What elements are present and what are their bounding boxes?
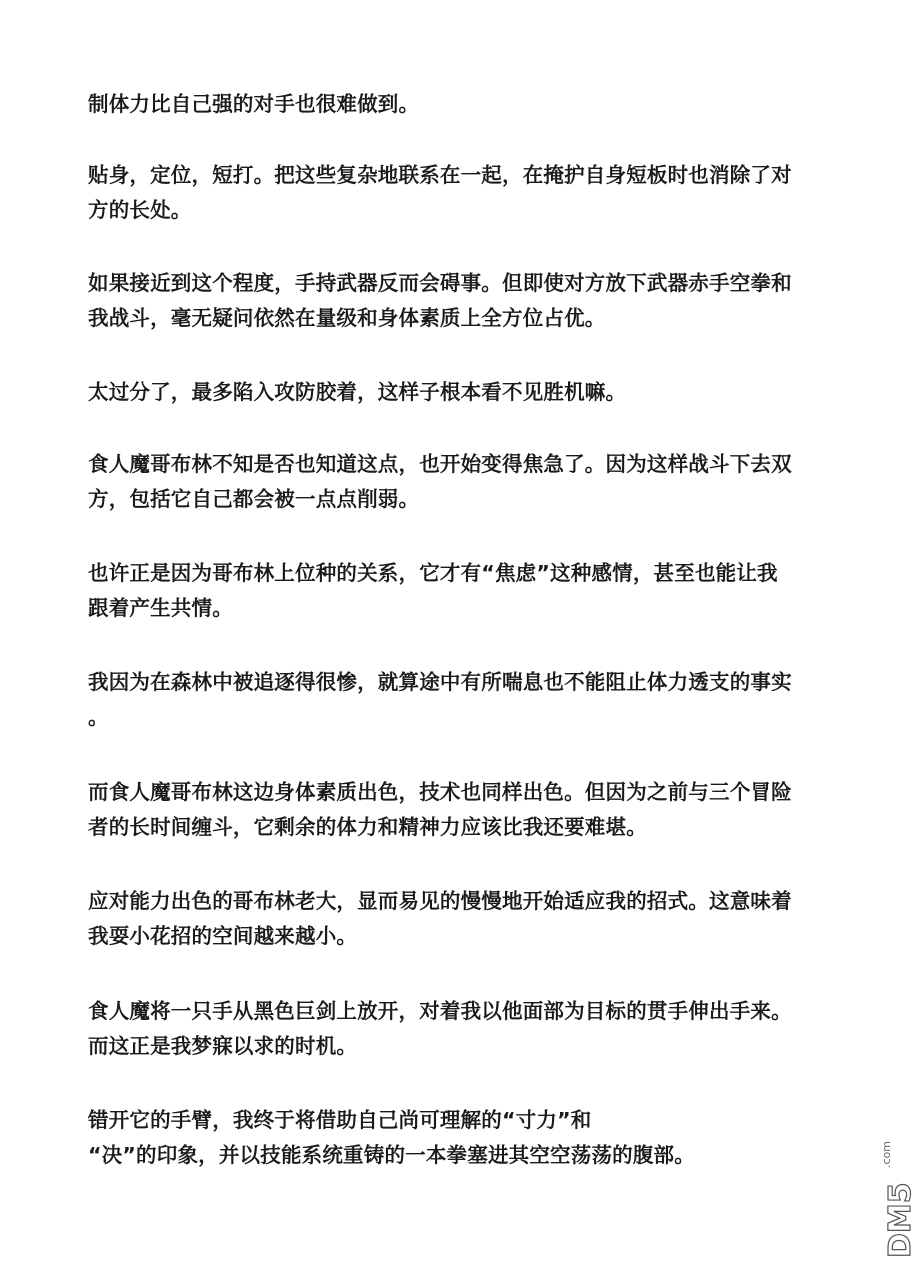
text-line: 制体力比自己强的对手也很难做到。 (88, 92, 420, 116)
text-line: 太过分了，最多陷入攻防胶着，这样子根本看不见胜机嘛。 (88, 380, 627, 404)
text-line: 方，包括它自己都会被一点点削弱。 (88, 487, 420, 511)
text-line: 也许正是因为哥布林上位种的关系，它才有“焦虑”这种感情，甚至也能让我 (88, 561, 778, 585)
paragraph-2 (88, 158, 818, 228)
dm5-watermark-logo (846, 1128, 918, 1260)
text-line: 方的长处。 (88, 198, 192, 222)
text-line: 跟着产生共情。 (88, 596, 233, 620)
text-line: 我战斗，毫无疑问依然在量级和身体素质上全方位占优。 (88, 306, 606, 330)
text-line: 。 (88, 705, 109, 729)
paragraph-1 (88, 87, 818, 122)
watermark-domain: .com (880, 1141, 893, 1168)
text-line: 应对能力出色的哥布林老大，显而易见的慢慢地开始适应我的招式。这意味着 (88, 889, 792, 913)
text-line: 食人魔将一只手从黑色巨剑上放开，对着我以他面部为目标的贯手伸出手来。 (88, 999, 792, 1023)
watermark-brand: DM5 (883, 1182, 918, 1258)
text-line: “决”的印象，并以技能系统重铸的一本拳塞进其空空荡荡的腹部。 (88, 1143, 695, 1167)
paragraph-11 (88, 1103, 818, 1173)
text-line: 而这正是我梦寐以求的时机。 (88, 1034, 358, 1058)
paragraph-3 (88, 266, 818, 336)
text-line: 贴身，定位，短打。把这些复杂地联系在一起，在掩护自身短板时也消除了对 (88, 163, 792, 187)
paragraph-9 (88, 884, 818, 954)
text-line: 错开它的手臂，我终于将借助自己尚可理解的“寸力”和 (88, 1108, 592, 1132)
paragraph-6 (88, 556, 818, 626)
text-line: 食人魔哥布林不知是否也知道这点，也开始变得焦急了。因为这样战斗下去双 (88, 452, 792, 476)
text-line: 者的长时间缠斗，它剩余的体力和精神力应该比我还要难堪。 (88, 815, 647, 839)
paragraph-4 (88, 375, 818, 410)
paragraph-8 (88, 775, 818, 845)
text-line: 而食人魔哥布林这边身体素质出色，技术也同样出色。但因为之前与三个冒险 (88, 780, 792, 804)
text-line: 如果接近到这个程度，手持武器反而会碍事。但即使对方放下武器赤手空拳和 (88, 271, 792, 295)
text-line: 我耍小花招的空间越来越小。 (88, 924, 358, 948)
paragraph-10 (88, 994, 818, 1064)
paragraph-5 (88, 447, 818, 517)
text-line: 我因为在森林中被追逐得很惨，就算途中有所喘息也不能阻止体力透支的事实 (88, 670, 792, 694)
paragraph-7 (88, 665, 818, 735)
